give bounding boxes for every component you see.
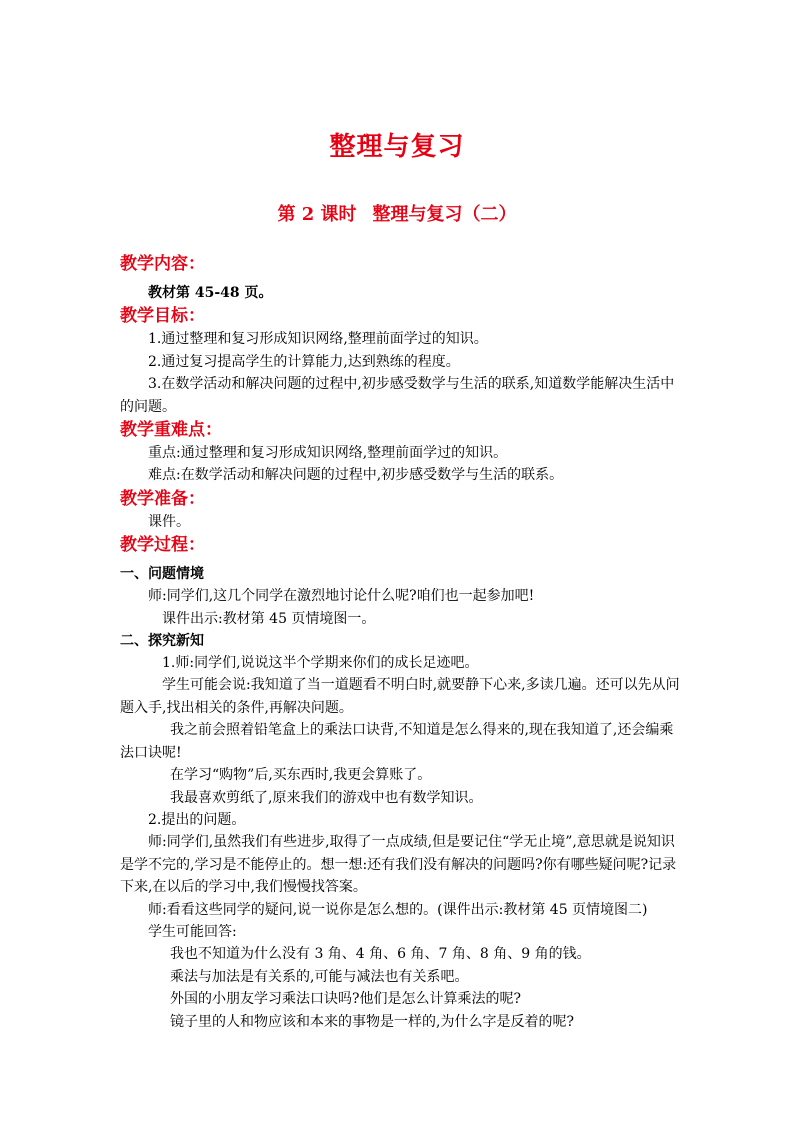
teaching-content-text: 教材第 45-48 页。 xyxy=(148,285,273,301)
student-answer: 乘法与加法是有关系的,可能与减法也有关系吧。 xyxy=(170,968,469,985)
part2-paragraph: 学生可能会说:我知道了当一道题看不明白时,就要静下心来,多读几遍。还可以先从问题入手,找出相关的条件,再解决问题。 xyxy=(120,677,680,716)
part2-paragraph: 在学习“购物”后,买东西时,我更会算账了。 xyxy=(170,767,432,784)
lesson-subtitle xyxy=(0,200,794,226)
goal-item: 2.通过复习提高学生的计算能力,达到熟练的程度。 xyxy=(148,353,460,370)
teaching-content-heading: 教学内容： xyxy=(120,254,205,274)
teaching-goals-heading: 教学目标： xyxy=(120,306,205,327)
goal-item: 1.通过整理和复习形成知识网络,整理前面学过的知识。 xyxy=(148,331,488,348)
part2-paragraph: 师:看看这些同学的疑问,说一说你是怎么想的。(课件出示:教材第 45 页情境图二) xyxy=(148,901,648,918)
key-points-heading: 教学重难点： xyxy=(120,420,222,441)
part2-paragraph: 我最喜欢剪纸了,原来我们的游戏中也有数学知识。 xyxy=(170,789,483,806)
goal-item: 3.在数学活动和解决问题的过程中,初步感受数学与生活的联系,知道数学能解决生活中的问题。 xyxy=(120,376,675,415)
lesson-number: 第 2 课时 xyxy=(277,204,357,225)
process-heading: 教学过程： xyxy=(120,535,205,556)
document-body xyxy=(120,252,680,1033)
part1-paragraph: 师:同学们,这几个同学在激烈地讨论什么呢?咱们也一起参加吧! xyxy=(148,588,535,605)
part2-heading: 二、探究新知 xyxy=(120,633,204,650)
part1-paragraph: 课件出示:教材第 45 页情境图一。 xyxy=(162,610,376,627)
preparation-heading: 教学准备： xyxy=(120,488,205,509)
part2-paragraph: 学生可能回答: xyxy=(148,923,237,940)
student-answer: 我也不知道为什么没有 3 角、4 角、6 角、7 角、8 角、9 角的钱。 xyxy=(170,946,591,963)
part1-heading: 一、问题情境 xyxy=(120,566,204,583)
page-title: 整理与复习 xyxy=(329,132,465,162)
part2-paragraph: 师:同学们,虽然我们有些进步,取得了一点成绩,但是要记住“学无止境”,意思就是说知识是学不完的,学习是不能停止的。想一想:还有我们没有解决的问题吗?你有哪些疑问呢?记录下来,在以后的学习中,我们慢慢找答案。 xyxy=(120,834,677,896)
key-point-item: 难点:在数学活动和解决问题的过程中,初步感受数学与生活的联系。 xyxy=(148,467,564,484)
part2-paragraph: 1.师:同学们,说说这半个学期来你们的成长足迹吧。 xyxy=(162,655,479,672)
part2-paragraph: 我之前会照着铅笔盒上的乘法口诀背,不知道是怎么得来的,现在我知道了,还会编乘法口诀呢! xyxy=(120,722,674,761)
student-answer: 外国的小朋友学习乘法口诀吗?他们是怎么计算乘法的呢? xyxy=(170,991,522,1008)
student-answer: 镜子里的人和物应该和本来的事物是一样的,为什么字是反着的呢? xyxy=(170,1013,574,1030)
part2-paragraph: 2.提出的问题。 xyxy=(148,811,246,828)
key-point-item: 重点:通过整理和复习形成知识网络,整理前面学过的知识。 xyxy=(148,445,508,462)
lesson-topic: 整理与复习（二） xyxy=(372,204,517,225)
preparation-text: 课件。 xyxy=(148,513,190,530)
